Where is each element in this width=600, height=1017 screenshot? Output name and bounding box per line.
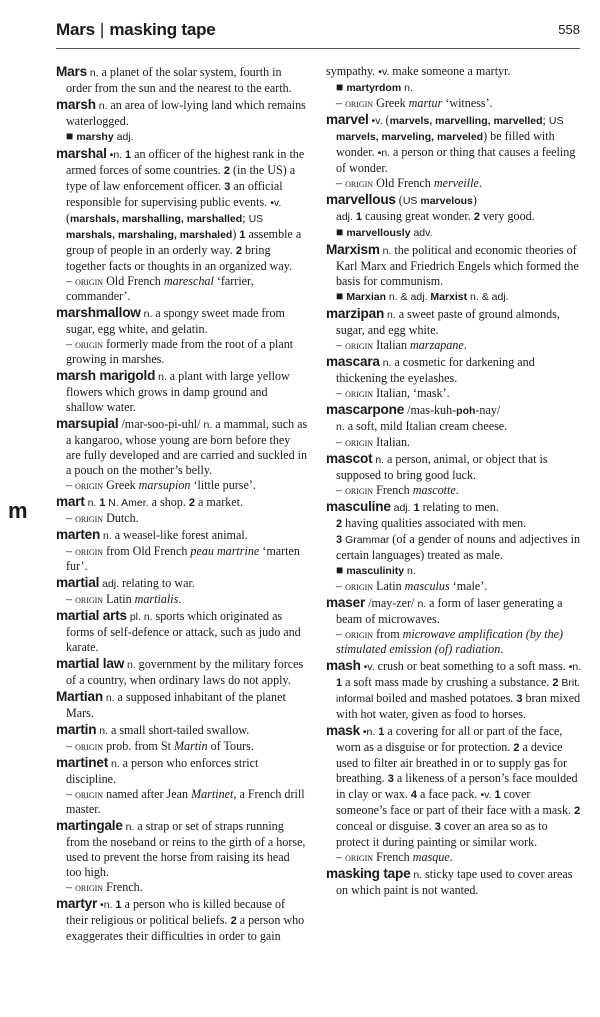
headword: Mars [56, 64, 87, 79]
label: n. [95, 100, 111, 112]
text: a covering for all or part of the face, worn as a disguise or for protection. [336, 724, 563, 754]
headword: mart [56, 494, 85, 509]
text: a market. [195, 495, 244, 509]
label: n. [140, 308, 156, 320]
label: n. [108, 758, 123, 770]
headword: marvellous [326, 192, 396, 207]
text: ■ [336, 289, 347, 303]
label: n. [124, 659, 139, 671]
text: . [455, 483, 459, 497]
text: . [178, 592, 182, 606]
text: Greek [103, 478, 139, 492]
text: /mas-kuh- [404, 403, 457, 417]
sense-number: 2 [473, 211, 480, 223]
text: having qualities associated with men. [342, 516, 527, 530]
dictionary-entry [326, 306, 584, 353]
sense-number: 2 [188, 497, 196, 509]
italic-text: marsupion [138, 478, 191, 492]
sense-number: 1 [378, 726, 385, 738]
text: Italian [373, 338, 411, 352]
italic-text: masculus [404, 579, 450, 593]
text: Latin [373, 579, 405, 593]
headword: marzipan [326, 306, 385, 321]
sense-number: 4 [410, 789, 418, 801]
label: n. [384, 309, 399, 321]
label: n. [379, 357, 395, 369]
label: n. [102, 692, 118, 704]
dictionary-entry [326, 866, 584, 898]
inflection: marvels, marveling, marveled [336, 131, 484, 143]
header-last-word: masking tape [109, 20, 216, 39]
text: . [478, 176, 482, 190]
label: •v. [360, 661, 378, 673]
text: . [449, 850, 453, 864]
dictionary-entry [326, 64, 584, 111]
label: US [402, 195, 421, 207]
label: n. [401, 82, 413, 94]
headword: mascarpone [326, 402, 405, 417]
text: – [66, 478, 76, 492]
dictionary-entry [56, 896, 308, 944]
text: a small short-tailed swallow. [110, 723, 250, 737]
headword: martingale [56, 818, 123, 833]
text: sports which originated as forms of self-defence or attack, such as judo and karate. [66, 609, 301, 654]
text: a person who exaggerates their difficulties in order to gain [66, 913, 305, 943]
dictionary-entry [56, 656, 308, 688]
text: – [66, 787, 76, 801]
dictionary-entry [56, 416, 308, 493]
inflection: marvels, marvelling, marvelled [389, 115, 543, 127]
headword: mask [326, 723, 360, 738]
text: . [463, 338, 467, 352]
left-column [56, 64, 308, 945]
label: adj. [336, 211, 356, 223]
text: a strap or set of straps running from the noseband or reins to the girth of a horse, used to prevent the horse from raising its head too high. [66, 819, 306, 879]
dictionary-entry [326, 242, 584, 305]
text: of Tours. [207, 739, 254, 753]
dictionary-entry [56, 755, 308, 817]
text: Dutch. [103, 511, 139, 525]
dictionary-entry [56, 368, 308, 415]
inflection: poh [456, 405, 476, 417]
text: causing great wonder. [361, 209, 474, 223]
header-first-word: Mars [56, 20, 95, 39]
sense-number: 1 [99, 497, 106, 509]
text: Old French [103, 274, 164, 288]
inflection: marshals, marshalling, marshalled [70, 213, 243, 225]
label: •n. [359, 726, 379, 738]
headword: marsh [56, 97, 96, 112]
text: (of a gender of nouns and adjectives in certain languages) treated as male. [336, 532, 581, 562]
text: a mammal, such as a kangaroo, whose young are born before they are fully developed and are carried and suckled in a pouch on the mother’s belly. [66, 417, 308, 477]
text: the political and economic theories of Karl Marx and Friedrich Engels which formed the basis for communism. [336, 243, 579, 288]
headword: mash [326, 658, 361, 673]
label: n. [404, 565, 416, 577]
origin-label: origin [345, 386, 374, 400]
headword: marsupial [56, 416, 119, 431]
sense-number: 1 [239, 229, 246, 241]
origin-label: origin [75, 787, 104, 801]
text: – [336, 176, 346, 190]
inflection: marvellously [346, 227, 411, 239]
sense-number: 1 [125, 149, 132, 161]
italic-text: peau martrine [190, 544, 260, 558]
text: – [66, 274, 76, 288]
headword: mascot [326, 451, 373, 466]
label: Brit. informal [336, 677, 581, 705]
text: ■ [336, 225, 347, 239]
label: n. [84, 497, 100, 509]
dictionary-entry [56, 64, 308, 96]
text: an official responsible for supervising public events. [66, 179, 283, 209]
sense-number: 1 [494, 789, 501, 801]
header-rule [56, 48, 580, 49]
label: adv. [410, 227, 433, 239]
dictionary-entry [56, 722, 308, 754]
text: ‘marten fur’. [66, 544, 300, 573]
italic-text: merveille [433, 176, 479, 190]
label: N. Amer. [105, 497, 149, 509]
text: cover an area so as to protect it during painting or similar work. [336, 819, 548, 849]
label: •n. [97, 899, 116, 911]
origin-label: origin [345, 627, 374, 641]
text: a person or thing that causes a feeling of wonder. [336, 145, 576, 175]
label: n. [379, 245, 395, 257]
text: sticky tape used to cover areas on which paint is not wanted. [336, 867, 573, 897]
label: n. [122, 821, 138, 833]
label: n. [336, 421, 348, 433]
text: bring together facts or thoughts in an organized way. [66, 243, 293, 273]
text: – [336, 435, 346, 449]
text: Old French [373, 176, 434, 190]
text: – [66, 592, 76, 606]
headword: martin [56, 722, 97, 737]
italic-text: martialis [134, 592, 179, 606]
text: a person, animal, or object that is supposed to bring good luck. [336, 452, 548, 482]
origin-label: origin [345, 338, 374, 352]
text: ■ [66, 129, 77, 143]
text: ‘farrier, commander’. [66, 274, 254, 303]
headword: Martian [56, 689, 103, 704]
headword: maser [326, 595, 366, 610]
label: n. [96, 725, 111, 737]
text: Italian, ‘mask’. [373, 386, 450, 400]
text: a shop. [148, 495, 189, 509]
dictionary-entry [326, 658, 584, 722]
headword: marsh marigold [56, 368, 156, 383]
label: n. & adj. [386, 291, 431, 303]
text: – [336, 850, 346, 864]
label: •v. [270, 197, 282, 209]
inflection: marshy [76, 131, 114, 143]
sense-number: 3 [336, 534, 343, 546]
text: – [336, 96, 346, 110]
inflection: Marxist [430, 291, 468, 303]
origin-label: origin [75, 511, 104, 525]
text: . [500, 642, 504, 656]
text: formerly made from the root of a plant growing in marshes. [66, 337, 294, 366]
sense-number: 1 [355, 211, 362, 223]
label: n. [100, 530, 115, 542]
text: a weasel-like forest animal. [114, 528, 248, 542]
label: n. [155, 371, 170, 383]
sense-number: 2 [574, 805, 581, 817]
dictionary-entry [326, 499, 584, 594]
text: ■ [336, 80, 347, 94]
sense-number: 2 [230, 915, 237, 927]
headword: martinet [56, 755, 109, 770]
dictionary-entry [56, 818, 308, 895]
label: n. [417, 598, 430, 610]
text: relating to men. [419, 500, 499, 514]
sense-number: 3 [516, 693, 523, 705]
text: ‘witness’. [442, 96, 493, 110]
label: •v. [378, 66, 393, 78]
text: prob. from St [103, 739, 174, 753]
text: Italian. [373, 435, 411, 449]
label: •v. [480, 789, 495, 801]
text: a soft mass made by crushing a substance. [342, 675, 553, 689]
dictionary-entry [326, 354, 584, 401]
inflection: Marxian [346, 291, 387, 303]
running-header [56, 20, 580, 44]
dictionary-entry [56, 527, 308, 574]
dictionary-entry [56, 146, 308, 304]
inflection: martyrdom [346, 82, 402, 94]
dictionary-entry [56, 494, 308, 526]
dictionary-entry [326, 112, 584, 191]
text: ) [232, 227, 240, 241]
text: ‘male’. [449, 579, 488, 593]
headword: marshal [56, 146, 107, 161]
text: a plant with large yellow flowers which grows in damp ground and shallow water. [66, 369, 290, 414]
text: very good. [479, 209, 535, 223]
sense-number: 3 [387, 773, 394, 785]
origin-label: origin [345, 96, 374, 110]
headword: Marxism [326, 242, 380, 257]
text: Greek [373, 96, 409, 110]
text: make someone a martyr. [392, 64, 511, 78]
text: ( [66, 211, 71, 225]
text: named after Jean [103, 787, 192, 801]
text: from [373, 627, 403, 641]
text: a cosmetic for darkening and thickening the eyelashes. [336, 355, 535, 385]
label: n. & adj. [467, 291, 509, 303]
text: ) [472, 193, 477, 207]
headword: mascara [326, 354, 380, 369]
text: a likeness of a person’s face moulded in clay or wax. [336, 771, 578, 801]
headword: masculine [326, 499, 391, 514]
label: n. [410, 869, 426, 881]
text: from Old French [103, 544, 191, 558]
italic-text: Martin [173, 739, 208, 753]
origin-label: origin [75, 592, 104, 606]
origin-label: origin [345, 850, 374, 864]
text: -nay/ [475, 403, 501, 417]
text: a planet of the solar system, fourth in order from the sun and the nearest to the earth. [66, 65, 292, 95]
text: conceal or disguise. [336, 819, 435, 833]
label: US [548, 115, 564, 127]
text: French [373, 850, 413, 864]
dictionary-entry [326, 451, 584, 498]
text: – [336, 627, 346, 641]
page-number: 558 [558, 22, 580, 37]
text: relating to war. [121, 576, 195, 590]
sense-number: 2 [336, 518, 343, 530]
text: boiled and mashed potatoes. [376, 691, 517, 705]
origin-label: origin [75, 274, 104, 288]
text: an area of low-lying land which remains waterlogged. [66, 98, 306, 128]
dictionary-entry [56, 97, 308, 145]
headword: masking tape [326, 866, 411, 881]
label: Grammar [342, 534, 393, 546]
origin-label: origin [75, 337, 104, 351]
text: – [66, 739, 76, 753]
origin-label: origin [75, 478, 104, 492]
origin-label: origin [75, 739, 104, 753]
text: cover someone’s face or part of their face with a mask. [336, 787, 575, 817]
text: a face pack. [417, 787, 481, 801]
origin-label: origin [345, 579, 374, 593]
italic-text: microwave amplification (by the) stimulated emission (of) radiation [336, 627, 564, 656]
text: a form of laser generating a beam of microwaves. [336, 596, 563, 626]
sense-number: 2 [223, 165, 230, 177]
text: , a French drill master. [66, 787, 305, 816]
italic-text: martur [408, 96, 443, 110]
dictionary-entry [56, 575, 308, 607]
label: adj. [99, 578, 122, 590]
inflection: marvelous [420, 195, 473, 207]
text: Latin [103, 592, 135, 606]
dictionary-entry [326, 595, 584, 657]
text: – [336, 338, 346, 352]
text: crush or beat something to a soft mass. [377, 659, 569, 673]
headword: marten [56, 527, 101, 542]
label: •n. [377, 147, 394, 159]
text: a soft, mild Italian cream cheese. [347, 419, 508, 433]
text: government by the military forces of a country, when ordinary laws do not apply. [66, 657, 304, 687]
label: n. [372, 454, 387, 466]
label: •v. [368, 115, 386, 127]
label: adj. [113, 131, 134, 143]
text: ‘little purse’. [190, 478, 256, 492]
sense-number: 1 [413, 502, 420, 514]
text: ■ [336, 563, 347, 577]
text: /mar-soo-pi-uhl/ [118, 417, 204, 431]
text: sympathy. [326, 64, 379, 78]
text: ; [542, 113, 549, 127]
dictionary-entry [326, 402, 584, 450]
sense-number: 1 [115, 899, 122, 911]
sense-number: 2 [552, 677, 559, 689]
italic-text: masque [412, 850, 450, 864]
right-column [326, 64, 584, 899]
header-separator: | [99, 20, 105, 39]
thumb-index-letter: m [8, 498, 28, 523]
headword: martyr [56, 896, 98, 911]
text: a person who is killed because of their religious or political beliefs. [66, 897, 286, 927]
label: n. [86, 67, 102, 79]
text: ( [385, 113, 390, 127]
origin-label: origin [345, 176, 374, 190]
text: – [66, 880, 76, 894]
headword: martial law [56, 656, 125, 671]
label: adj. [390, 502, 414, 514]
text: a person who enforces strict discipline. [66, 756, 259, 786]
label: US [248, 213, 264, 225]
text: an officer of the highest rank in the armed forces of some countries. [66, 147, 305, 177]
sense-number: 3 [224, 181, 231, 193]
label: •n. [106, 149, 126, 161]
text: a sweet paste of ground almonds, sugar, and egg white. [336, 307, 560, 337]
text: ; [242, 211, 249, 225]
origin-label: origin [345, 435, 374, 449]
text: a supposed inhabitant of the planet Mars. [66, 690, 286, 720]
dictionary-entry [56, 608, 308, 655]
headword: marvel [326, 112, 369, 127]
dictionary-entry [56, 305, 308, 367]
origin-label: origin [75, 880, 104, 894]
text: – [336, 483, 346, 497]
headword: martial arts [56, 608, 127, 623]
text: a spongy sweet made from sugar, egg white, and gelatin. [66, 306, 285, 336]
text: – [336, 386, 346, 400]
italic-text: mareschal [163, 274, 214, 288]
text: French. [103, 880, 143, 894]
text: bran mixed with hot water, given as food to horses. [336, 691, 581, 721]
headword: marshmallow [56, 305, 141, 320]
label: •n. [568, 661, 582, 673]
origin-label: origin [345, 483, 374, 497]
italic-text: mascotte [412, 483, 456, 497]
text: – [66, 544, 76, 558]
sense-number: 2 [513, 742, 520, 754]
label: n. [203, 419, 216, 431]
dictionary-entry [56, 689, 308, 721]
text: assemble a group of people in an orderly way. [66, 227, 302, 257]
text: ) be filled with wonder. [336, 129, 555, 159]
sense-number: 3 [434, 821, 441, 833]
dictionary-entry [326, 192, 584, 241]
headword: martial [56, 575, 100, 590]
text: ( [395, 193, 403, 207]
text: – [66, 337, 76, 351]
origin-label: origin [75, 544, 104, 558]
text: French [373, 483, 413, 497]
sense-number: 2 [235, 245, 242, 257]
inflection: masculinity [346, 565, 405, 577]
text: (in the US) a type of law enforcement officer. [66, 163, 296, 193]
inflection: marshals, marshaling, marshaled [66, 229, 233, 241]
sense-number: 1 [336, 677, 343, 689]
text: – [66, 511, 76, 525]
text: /may-zer/ [365, 596, 418, 610]
italic-text: Martinet [191, 787, 234, 801]
dictionary-entry [326, 723, 584, 865]
italic-text: marzapane [410, 338, 464, 352]
text: a device used to filter air breathed in or to supply gas for breathing. [336, 740, 568, 785]
text: – [336, 579, 346, 593]
label: pl. n. [126, 611, 156, 623]
